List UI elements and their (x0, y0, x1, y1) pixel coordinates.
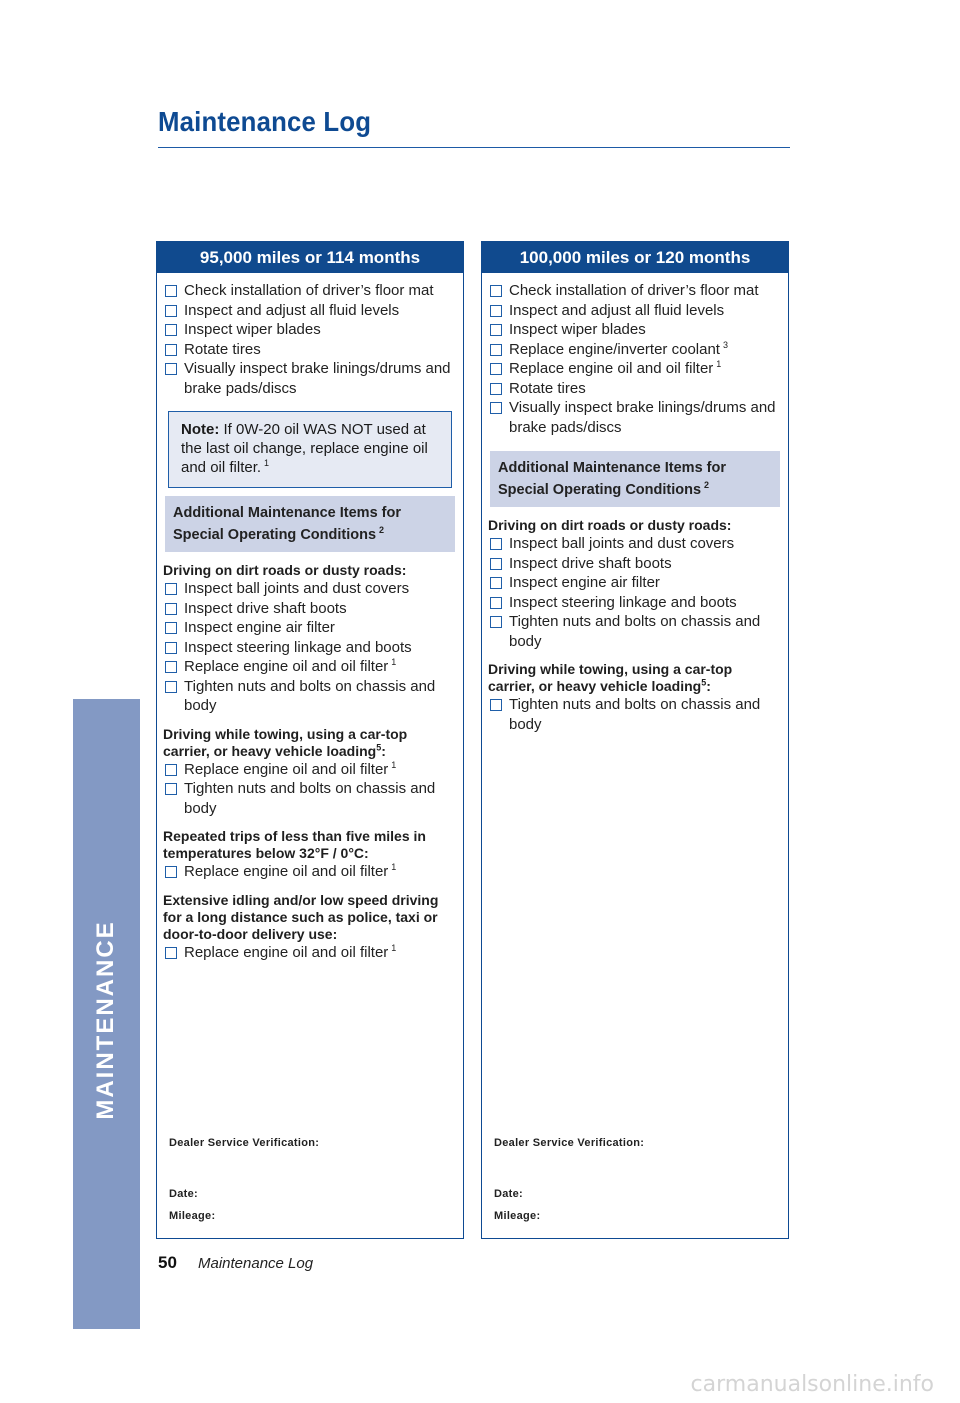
checkbox-icon[interactable] (165, 783, 177, 795)
checklist-item (163, 579, 457, 599)
checklist-item-text: Replace engine oil and oil filter (184, 863, 389, 880)
checklist-item (488, 379, 782, 399)
checkbox-icon[interactable] (165, 866, 177, 878)
note-label: Note: (181, 421, 220, 438)
checklist-item-text: Check installation of driver’s floor mat (509, 282, 759, 299)
footnote-marker: 5 (701, 677, 707, 688)
checklist-item (488, 554, 782, 574)
checklist-item (163, 943, 457, 963)
checklist-item-text: Visually inspect brake linings/drums and brake pads/discs (184, 360, 451, 397)
checklist-item (488, 340, 782, 360)
footnote-marker: 3 (722, 339, 728, 350)
checklist-item-text: Inspect steering linkage and boots (509, 593, 737, 611)
checkbox-icon[interactable] (165, 764, 177, 776)
checklist-item-text: Replace engine oil and oil filter (184, 760, 389, 778)
condition-heading (488, 517, 782, 534)
checklist-item-text: Inspect drive shaft boots (509, 554, 672, 572)
condition-heading (163, 892, 457, 943)
checkbox-icon[interactable] (165, 681, 177, 693)
checklist-item (488, 534, 782, 554)
checklist-item (163, 618, 457, 638)
checklist-item-text: Inspect engine air filter (184, 619, 335, 636)
condition-group (163, 892, 457, 963)
checklist-item-text: Replace engine/inverter coolant (509, 340, 720, 358)
checkbox-icon[interactable] (490, 383, 502, 395)
checklist-item-text: Check installation of driver’s floor mat (184, 282, 434, 299)
checklist-item (488, 281, 782, 301)
checklist-item (488, 573, 782, 593)
page-number: 50 (158, 1253, 177, 1272)
checklist-item-text: Inspect ball joints and dust covers (509, 535, 735, 552)
footnote-marker: 1 (391, 759, 397, 770)
footnote-marker: 1 (391, 942, 397, 953)
page-title: Maintenance Log (158, 106, 372, 137)
condition-group (163, 562, 457, 716)
additional-items-footnote: 2 (379, 525, 385, 536)
checkbox-icon[interactable] (490, 344, 502, 356)
checkbox-icon[interactable] (165, 324, 177, 336)
checkbox-icon[interactable] (165, 363, 177, 375)
checklist-item-text: Replace engine oil and oil filter (184, 943, 389, 961)
checklist-item-text: Inspect engine air filter (509, 574, 660, 591)
mileage-label: Mileage: (494, 1210, 541, 1222)
additional-items-heading (165, 496, 455, 552)
condition-group (488, 517, 782, 651)
checkbox-icon[interactable] (165, 305, 177, 317)
checklist-item-text: Inspect and adjust all fluid levels (509, 301, 725, 319)
checkbox-icon[interactable] (490, 597, 502, 609)
heading-colon: : (706, 678, 711, 694)
checkbox-icon[interactable] (490, 558, 502, 570)
checklist-item-text: Replace engine oil and oil filter (509, 360, 714, 377)
checkbox-icon[interactable] (490, 324, 502, 336)
condition-heading-text: Extensive idling and/or low speed driving for a long distance such as police, taxi or door-to-door delivery use: (163, 891, 439, 942)
checklist-item-text: Inspect and adjust all fluid levels (184, 301, 400, 319)
checklist-item (163, 301, 457, 321)
date-label: Date: (494, 1188, 524, 1200)
interval-column-95000 (156, 241, 464, 1239)
checklist-item (163, 677, 457, 716)
checkbox-icon[interactable] (165, 285, 177, 297)
mileage-label: Mileage: (169, 1210, 216, 1222)
checklist-item (163, 779, 457, 818)
section-side-tab-label: MAINTENANCE (92, 920, 119, 1120)
interval-header: 100,000 miles or 120 months (481, 241, 789, 273)
condition-group (163, 828, 457, 882)
dealer-verification-label: Dealer Service Verification: (494, 1137, 645, 1149)
checklist-item (488, 320, 782, 340)
checklist-item (163, 599, 457, 619)
checklist-item (163, 340, 457, 360)
checklist-item-text: Tighten nuts and bolts on chassis and body (184, 677, 436, 714)
checklist-item-text: Inspect ball joints and dust covers (184, 580, 410, 597)
checkbox-icon[interactable] (165, 583, 177, 595)
checklist-item-text: Inspect drive shaft boots (184, 599, 347, 617)
checklist-item-text: Visually inspect brake linings/drums and brake pads/discs (509, 399, 776, 436)
note-footnote: 1 (264, 458, 270, 468)
checkbox-icon[interactable] (490, 699, 502, 711)
checklist (488, 281, 782, 437)
date-label: Date: (169, 1188, 199, 1200)
checklist-item-text: Inspect steering linkage and boots (184, 638, 412, 656)
condition-heading (163, 726, 457, 760)
watermark: carmanualsonline.info (690, 1372, 934, 1397)
footer-section-title: Maintenance Log (198, 1255, 314, 1272)
checklist-item (163, 638, 457, 658)
condition-group (163, 726, 457, 819)
checklist-item-text: Tighten nuts and bolts on chassis and body (509, 613, 761, 650)
condition-heading-text: Repeated trips of less than five miles in temperatures below 32°F / 0°C: (163, 828, 426, 861)
condition-groups (163, 562, 457, 962)
note-box (168, 411, 452, 488)
checklist-item-text: Tighten nuts and bolts on chassis and body (184, 780, 436, 817)
checklist-item-text: Tighten nuts and bolts on chassis and body (509, 696, 761, 733)
checkbox-icon[interactable] (165, 947, 177, 959)
checkbox-icon[interactable] (165, 661, 177, 673)
condition-heading (163, 562, 457, 579)
interval-header: 95,000 miles or 114 months (156, 241, 464, 273)
checklist-item (163, 657, 457, 677)
footnote-marker: 1 (716, 359, 722, 369)
checkbox-icon[interactable] (165, 622, 177, 634)
note-text: If 0W-20 oil WAS NOT used at the last oil change, replace engine oil and oil filter. (181, 421, 428, 476)
checkbox-icon[interactable] (490, 402, 502, 414)
dealer-verification-label: Dealer Service Verification: (169, 1137, 320, 1149)
checklist-item (488, 612, 782, 651)
title-divider (158, 147, 790, 148)
checklist (163, 281, 457, 398)
checklist-item (488, 398, 782, 437)
condition-heading-text: Driving on dirt roads or dusty roads: (488, 517, 732, 533)
checkbox-icon[interactable] (165, 344, 177, 356)
checkbox-icon[interactable] (165, 603, 177, 615)
additional-items-footnote: 2 (704, 480, 710, 491)
checkbox-icon[interactable] (165, 642, 177, 654)
interval-column-100000 (481, 241, 789, 1239)
checklist-item (488, 593, 782, 613)
heading-colon: : (381, 742, 386, 759)
checkbox-icon[interactable] (490, 305, 502, 317)
checkbox-icon[interactable] (490, 538, 502, 550)
condition-heading-text: Driving while towing, using a car-top carrier, or heavy vehicle loading (163, 725, 408, 759)
checklist-item-text: Inspect wiper blades (509, 321, 646, 338)
checklist-item-text: Replace engine oil and oil filter (184, 658, 389, 675)
interval-body (157, 273, 463, 962)
additional-items-title: Additional Maintenance Items for Special Operating Conditions (173, 505, 401, 543)
condition-heading-text: Driving while towing, using a car-top carrier, or heavy vehicle loading (488, 661, 733, 694)
checklist-item (488, 359, 782, 379)
condition-groups (488, 517, 782, 734)
checklist-item-text: Rotate tires (509, 379, 586, 397)
checklist-item (163, 862, 457, 882)
checklist-item (163, 281, 457, 301)
condition-heading (163, 828, 457, 862)
footnote-marker: 5 (376, 741, 382, 752)
checkbox-icon[interactable] (490, 577, 502, 589)
footnote-marker: 1 (391, 657, 397, 667)
condition-heading (488, 661, 782, 695)
interval-body (482, 273, 788, 734)
condition-group (488, 661, 782, 734)
checkbox-icon[interactable] (490, 285, 502, 297)
checkbox-icon[interactable] (490, 363, 502, 375)
checklist-item (488, 301, 782, 321)
checklist-item-text: Rotate tires (184, 340, 261, 358)
checklist-item (488, 695, 782, 734)
additional-items-title: Additional Maintenance Items for Special Operating Conditions (498, 460, 726, 498)
checklist-item-text: Inspect wiper blades (184, 321, 321, 338)
additional-items-heading (490, 451, 780, 507)
checklist-item (163, 320, 457, 340)
checklist-item (163, 760, 457, 780)
checklist-item (163, 359, 457, 398)
checkbox-icon[interactable] (490, 616, 502, 628)
footnote-marker: 1 (391, 862, 397, 872)
condition-heading-text: Driving on dirt roads or dusty roads: (163, 562, 407, 578)
